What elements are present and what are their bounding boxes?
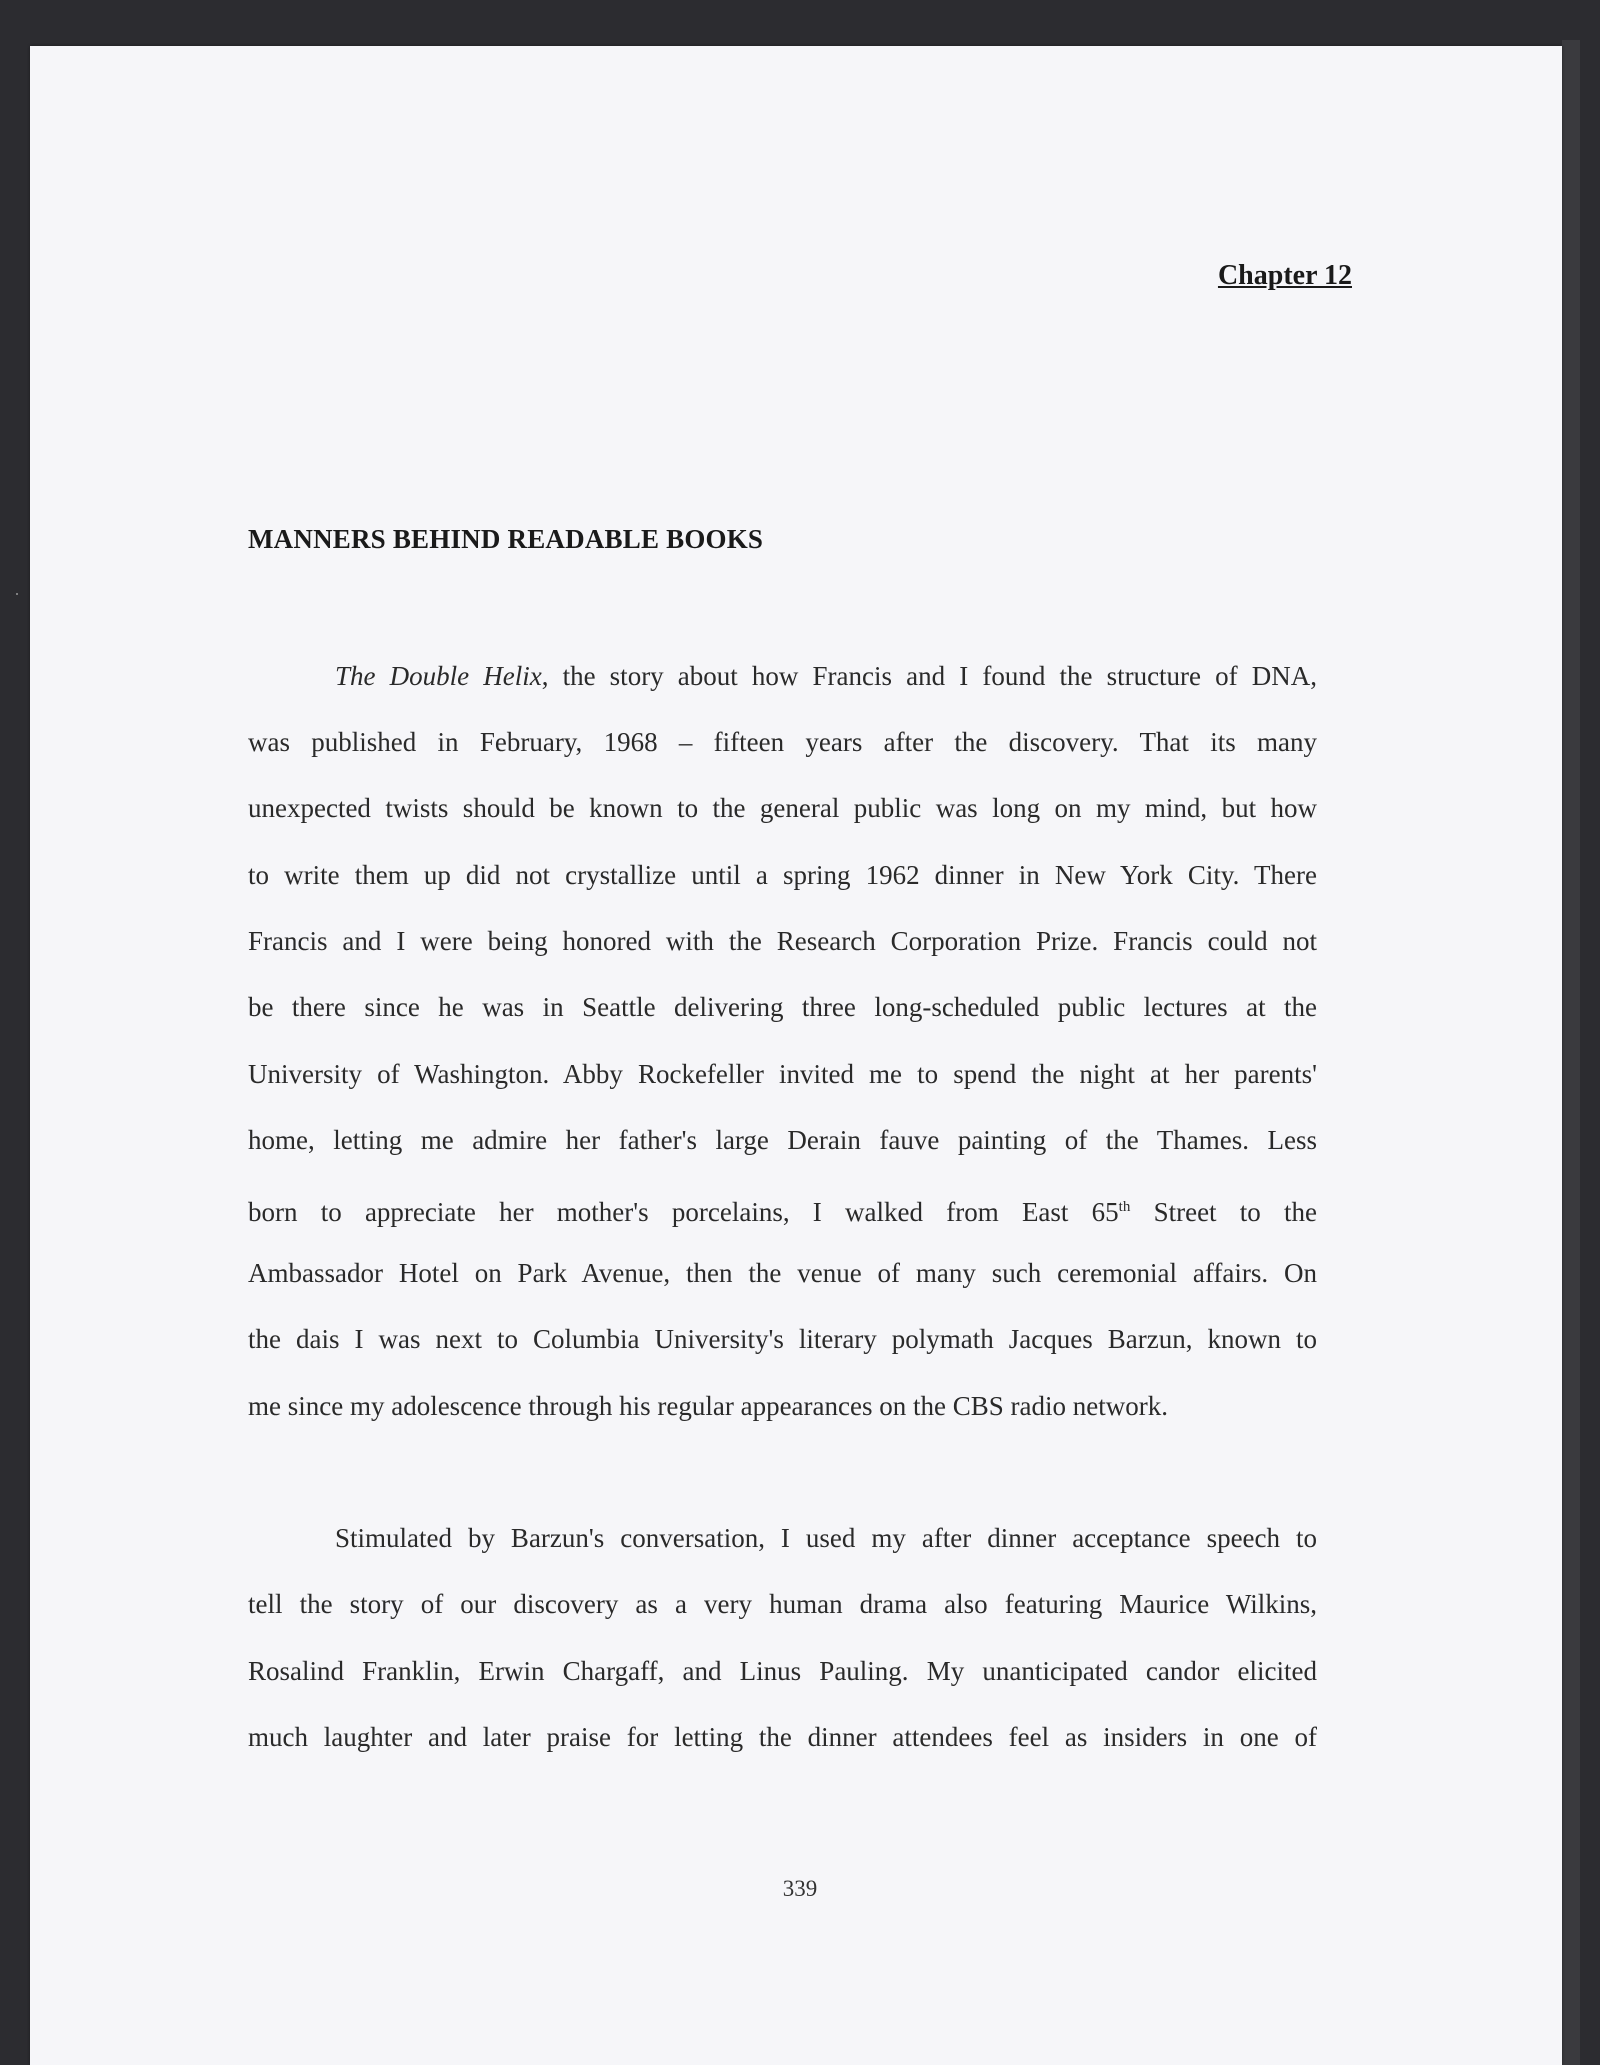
- page-edge-shadow: [1562, 40, 1580, 2065]
- paragraph-1-line-11: the dais I was next to Columbia University's literary polymath Jacques Barzun, known to: [248, 1324, 1317, 1354]
- paragraph-1-line-10: Ambassador Hotel on Park Avenue, then the venue of many such ceremonial affairs. On: [248, 1258, 1317, 1288]
- section-heading: MANNERS BEHIND READABLE BOOKS: [248, 524, 764, 554]
- line-text: , the story about how Francis and I found the structure of DNA,: [541, 661, 1318, 691]
- line-text: Street to the: [1130, 1197, 1317, 1227]
- paragraph-2-line-2: tell the story of our discovery as a very human drama also featuring Maurice Wilkins,: [248, 1589, 1317, 1619]
- document-page: [30, 46, 1562, 2065]
- paragraph-1-line-6: be there since he was in Seattle delivering three long-scheduled public lectures at the: [248, 992, 1317, 1022]
- paragraph-2-line-4: much laughter and later praise for letting the dinner attendees feel as insiders in one of: [248, 1722, 1317, 1752]
- paragraph-1-line-9: [248, 1191, 1317, 1228]
- paragraph-1-line-1: [335, 660, 1317, 692]
- paragraph-1-line-2: was published in February, 1968 – fifteen years after the discovery. That its many: [248, 727, 1317, 757]
- line-text: born to appreciate her mother's porcelains, I walked from East 65: [248, 1197, 1119, 1227]
- paragraph-1-line-5: Francis and I were being honored with the Research Corporation Prize. Francis could not: [248, 926, 1317, 956]
- paragraph-1-line-8: home, letting me admire her father's large Derain fauve painting of the Thames. Less: [248, 1125, 1317, 1155]
- paragraph-1-line-7: University of Washington. Abby Rockefeller invited me to spend the night at her parents': [248, 1059, 1317, 1089]
- paragraph-2-line-1: Stimulated by Barzun's conversation, I used my after dinner acceptance speech to: [335, 1523, 1317, 1553]
- paragraph-1-line-4: to write them up did not crystallize until a spring 1962 dinner in New York City. There: [248, 860, 1317, 890]
- paragraph-1-line-12: me since my adolescence through his regular appearances on the CBS radio network.: [248, 1391, 1168, 1421]
- chapter-label: Chapter 12: [1217, 260, 1352, 291]
- ordinal-suffix: th: [1118, 1199, 1131, 1215]
- page-number: 339: [782, 1876, 818, 1901]
- scan-speck: [16, 593, 18, 595]
- paragraph-1-line-3: unexpected twists should be known to the general public was long on my mind, but how: [248, 793, 1317, 823]
- book-title: The Double Helix: [335, 661, 542, 691]
- paragraph-2-line-3: Rosalind Franklin, Erwin Chargaff, and Linus Pauling. My unanticipated candor elicited: [248, 1656, 1317, 1686]
